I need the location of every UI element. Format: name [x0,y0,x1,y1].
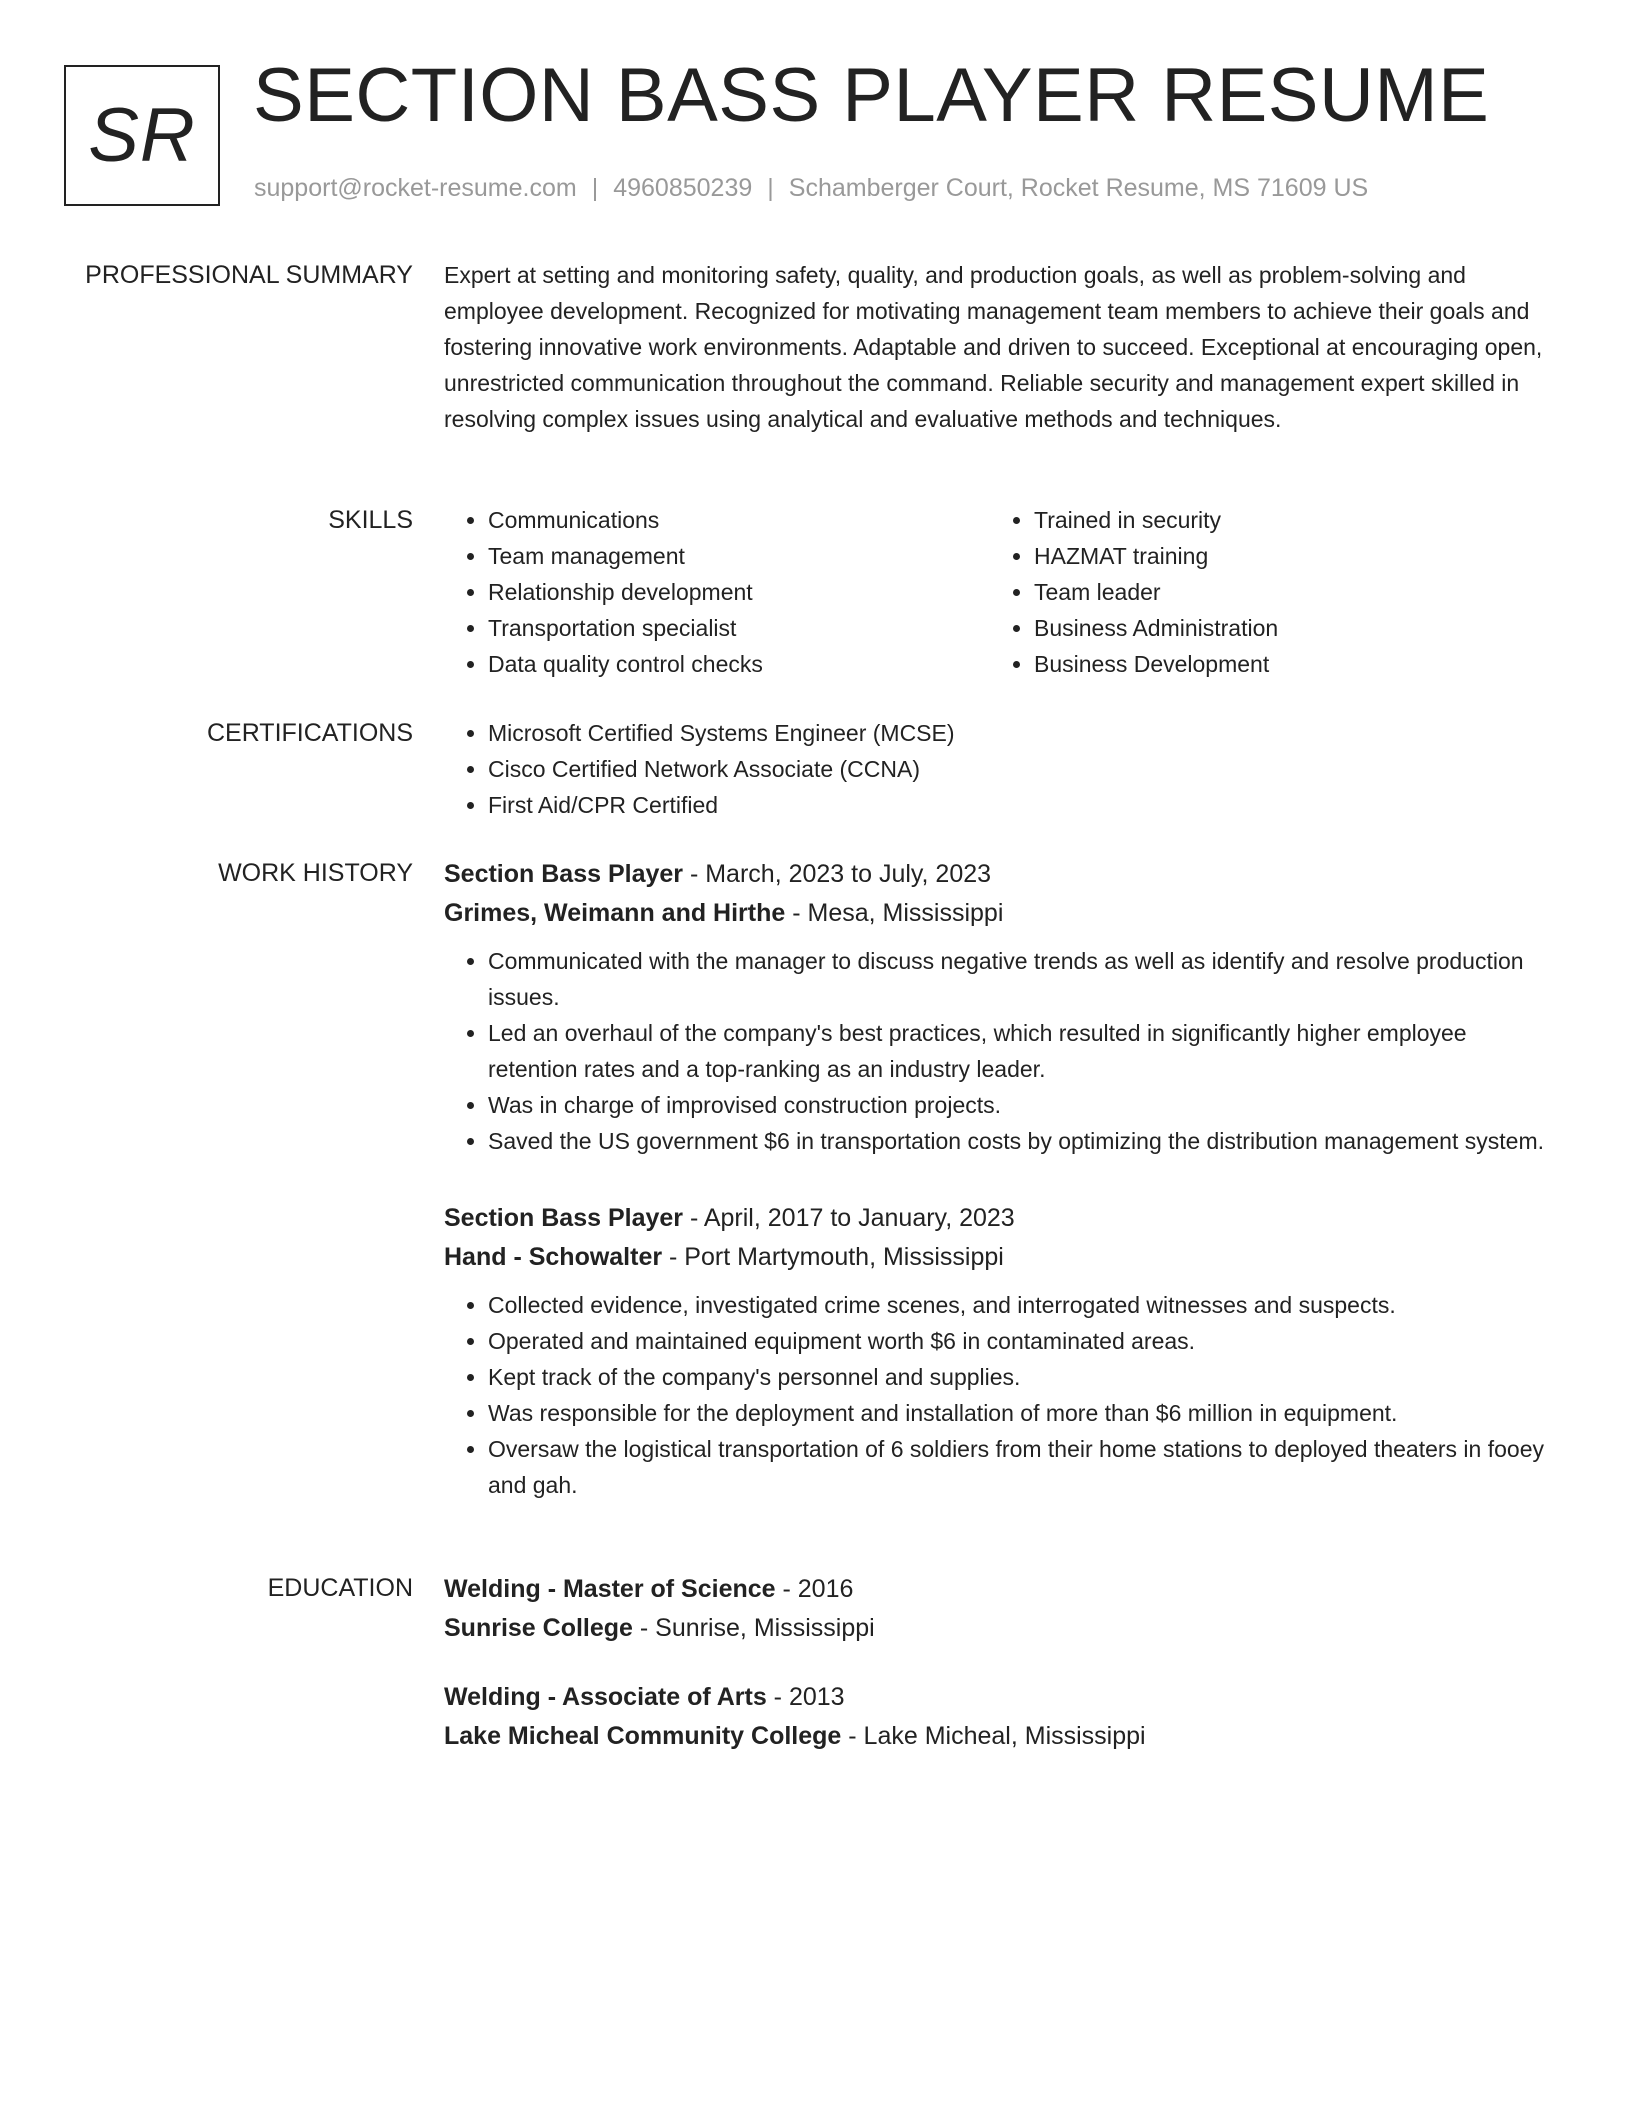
skills-grid [444,502,1554,682]
skill-item: • Relationship development [488,574,990,610]
section-label-skills: SKILLS [328,506,413,534]
job-location: - Port Martymouth, Mississippi [662,1243,1004,1271]
skill-item: • Business Administration [1034,610,1536,646]
section-label-summary: PROFESSIONAL SUMMARY [85,261,413,289]
education-school-line [444,1609,1554,1648]
job-title-line [444,1199,1554,1238]
education-location: - Sunrise, Mississippi [632,1614,875,1642]
education-school: Lake Micheal Community College [444,1722,842,1750]
certification-item: • Cisco Certified Network Associate (CCNA) [488,751,1554,787]
resume-title: SECTION BASS PLAYER RESUME [253,53,1490,138]
education-degree: Welding - Master of Science [444,1575,776,1603]
education-school: Sunrise College [444,1614,633,1642]
certifications-body [444,715,1554,823]
job-bullet: • Was responsible for the deployment and installation of more than $6 million in equipment. [488,1395,1554,1431]
section-label-certifications: CERTIFICATIONS [206,719,413,747]
job-company-line [444,894,1554,933]
certification-item: • First Aid/CPR Certified [488,787,1554,823]
job-title-line [444,855,1554,894]
section-label-work-history: WORK HISTORY [218,859,413,887]
job-bullet: • Led an overhaul of the company's best practices, which resulted in significantly higher employee retention rates and a top-ranking as an industry leader. [488,1015,1554,1087]
skill-item: • Transportation specialist [488,610,990,646]
skill-item: • Team leader [1034,574,1536,610]
certifications-list [444,715,1554,823]
education-degree-line [444,1678,1554,1717]
skills-list-right [990,502,1536,682]
contact-separator: | [591,174,599,202]
contact-line [254,174,1368,203]
job-dates: - March, 2023 to July, 2023 [683,860,992,888]
education-entry [444,1570,1554,1648]
summary-body [444,257,1554,437]
job-company: Hand - Schowalter [444,1243,663,1271]
skill-item: • Team management [488,538,990,574]
job-bullets [444,1287,1554,1503]
skill-item: • HAZMAT training [1034,538,1536,574]
job-bullet: • Collected evidence, investigated crime scenes, and interrogated witnesses and suspects. [488,1287,1554,1323]
education-year: - 2016 [775,1575,854,1603]
job-bullet: • Saved the US government $6 in transportation costs by optimizing the distribution management system. [488,1123,1554,1159]
skill-item: • Business Development [1034,646,1536,682]
education-degree-line [444,1570,1554,1609]
contact-separator: | [767,174,774,202]
job-bullet: • Oversaw the logistical transportation of 6 soldiers from their home stations to deployed theaters in fooey and gah. [488,1431,1554,1503]
job-company-line [444,1238,1554,1277]
contact-phone[interactable]: 4960850239 [613,174,753,202]
education-location: - Lake Micheal, Mississippi [841,1722,1146,1750]
job-bullet: • Communicated with the manager to discuss negative trends as well as identify and resolve production issues. [488,943,1554,1015]
job-bullet: • Was in charge of improvised construction projects. [488,1087,1554,1123]
skills-body [444,502,1554,682]
job-title: Section Bass Player [444,860,684,888]
job-dates: - April, 2017 to January, 2023 [683,1204,1015,1232]
job-bullet: • Kept track of the company's personnel and supplies. [488,1359,1554,1395]
skill-item: • Data quality control checks [488,646,990,682]
skill-item: • Communications [488,502,990,538]
section-label-education: EDUCATION [267,1574,413,1602]
education-degree: Welding - Associate of Arts [444,1683,767,1711]
job-bullets [444,943,1554,1159]
education-year: - 2013 [766,1683,845,1711]
summary-text: Expert at setting and monitoring safety, quality, and production goals, as well as problem-solving and employee development. Recognized for motivating management team members to achieve their goals and fostering innovative work environments. Adaptable and driven to succeed. Exceptional at encouraging open, unrestricted communication throughout the command. Reliable security and management expert skilled in resolving complex issues using analytical and evaluative methods and techniques. [444,262,1543,432]
skills-list-left [444,502,990,682]
education-school-line [444,1717,1554,1756]
education-body [444,1570,1554,1786]
contact-email[interactable]: support@rocket-resume.com [254,174,577,202]
job-entry [444,855,1554,1159]
education-entry [444,1678,1554,1756]
job-title: Section Bass Player [444,1204,684,1232]
work-history-body [444,855,1554,1543]
certification-item: • Microsoft Certified Systems Engineer (MCSE) [488,715,1554,751]
job-entry [444,1199,1554,1503]
job-location: - Mesa, Mississippi [785,899,1004,927]
skill-item: • Trained in security [1034,502,1536,538]
job-bullet: • Operated and maintained equipment worth $6 in contaminated areas. [488,1323,1554,1359]
contact-address: Schamberger Court, Rocket Resume, MS 71609 US [788,174,1369,202]
job-company: Grimes, Weimann and Hirthe [444,899,786,927]
monogram-logo: SR [64,65,220,206]
